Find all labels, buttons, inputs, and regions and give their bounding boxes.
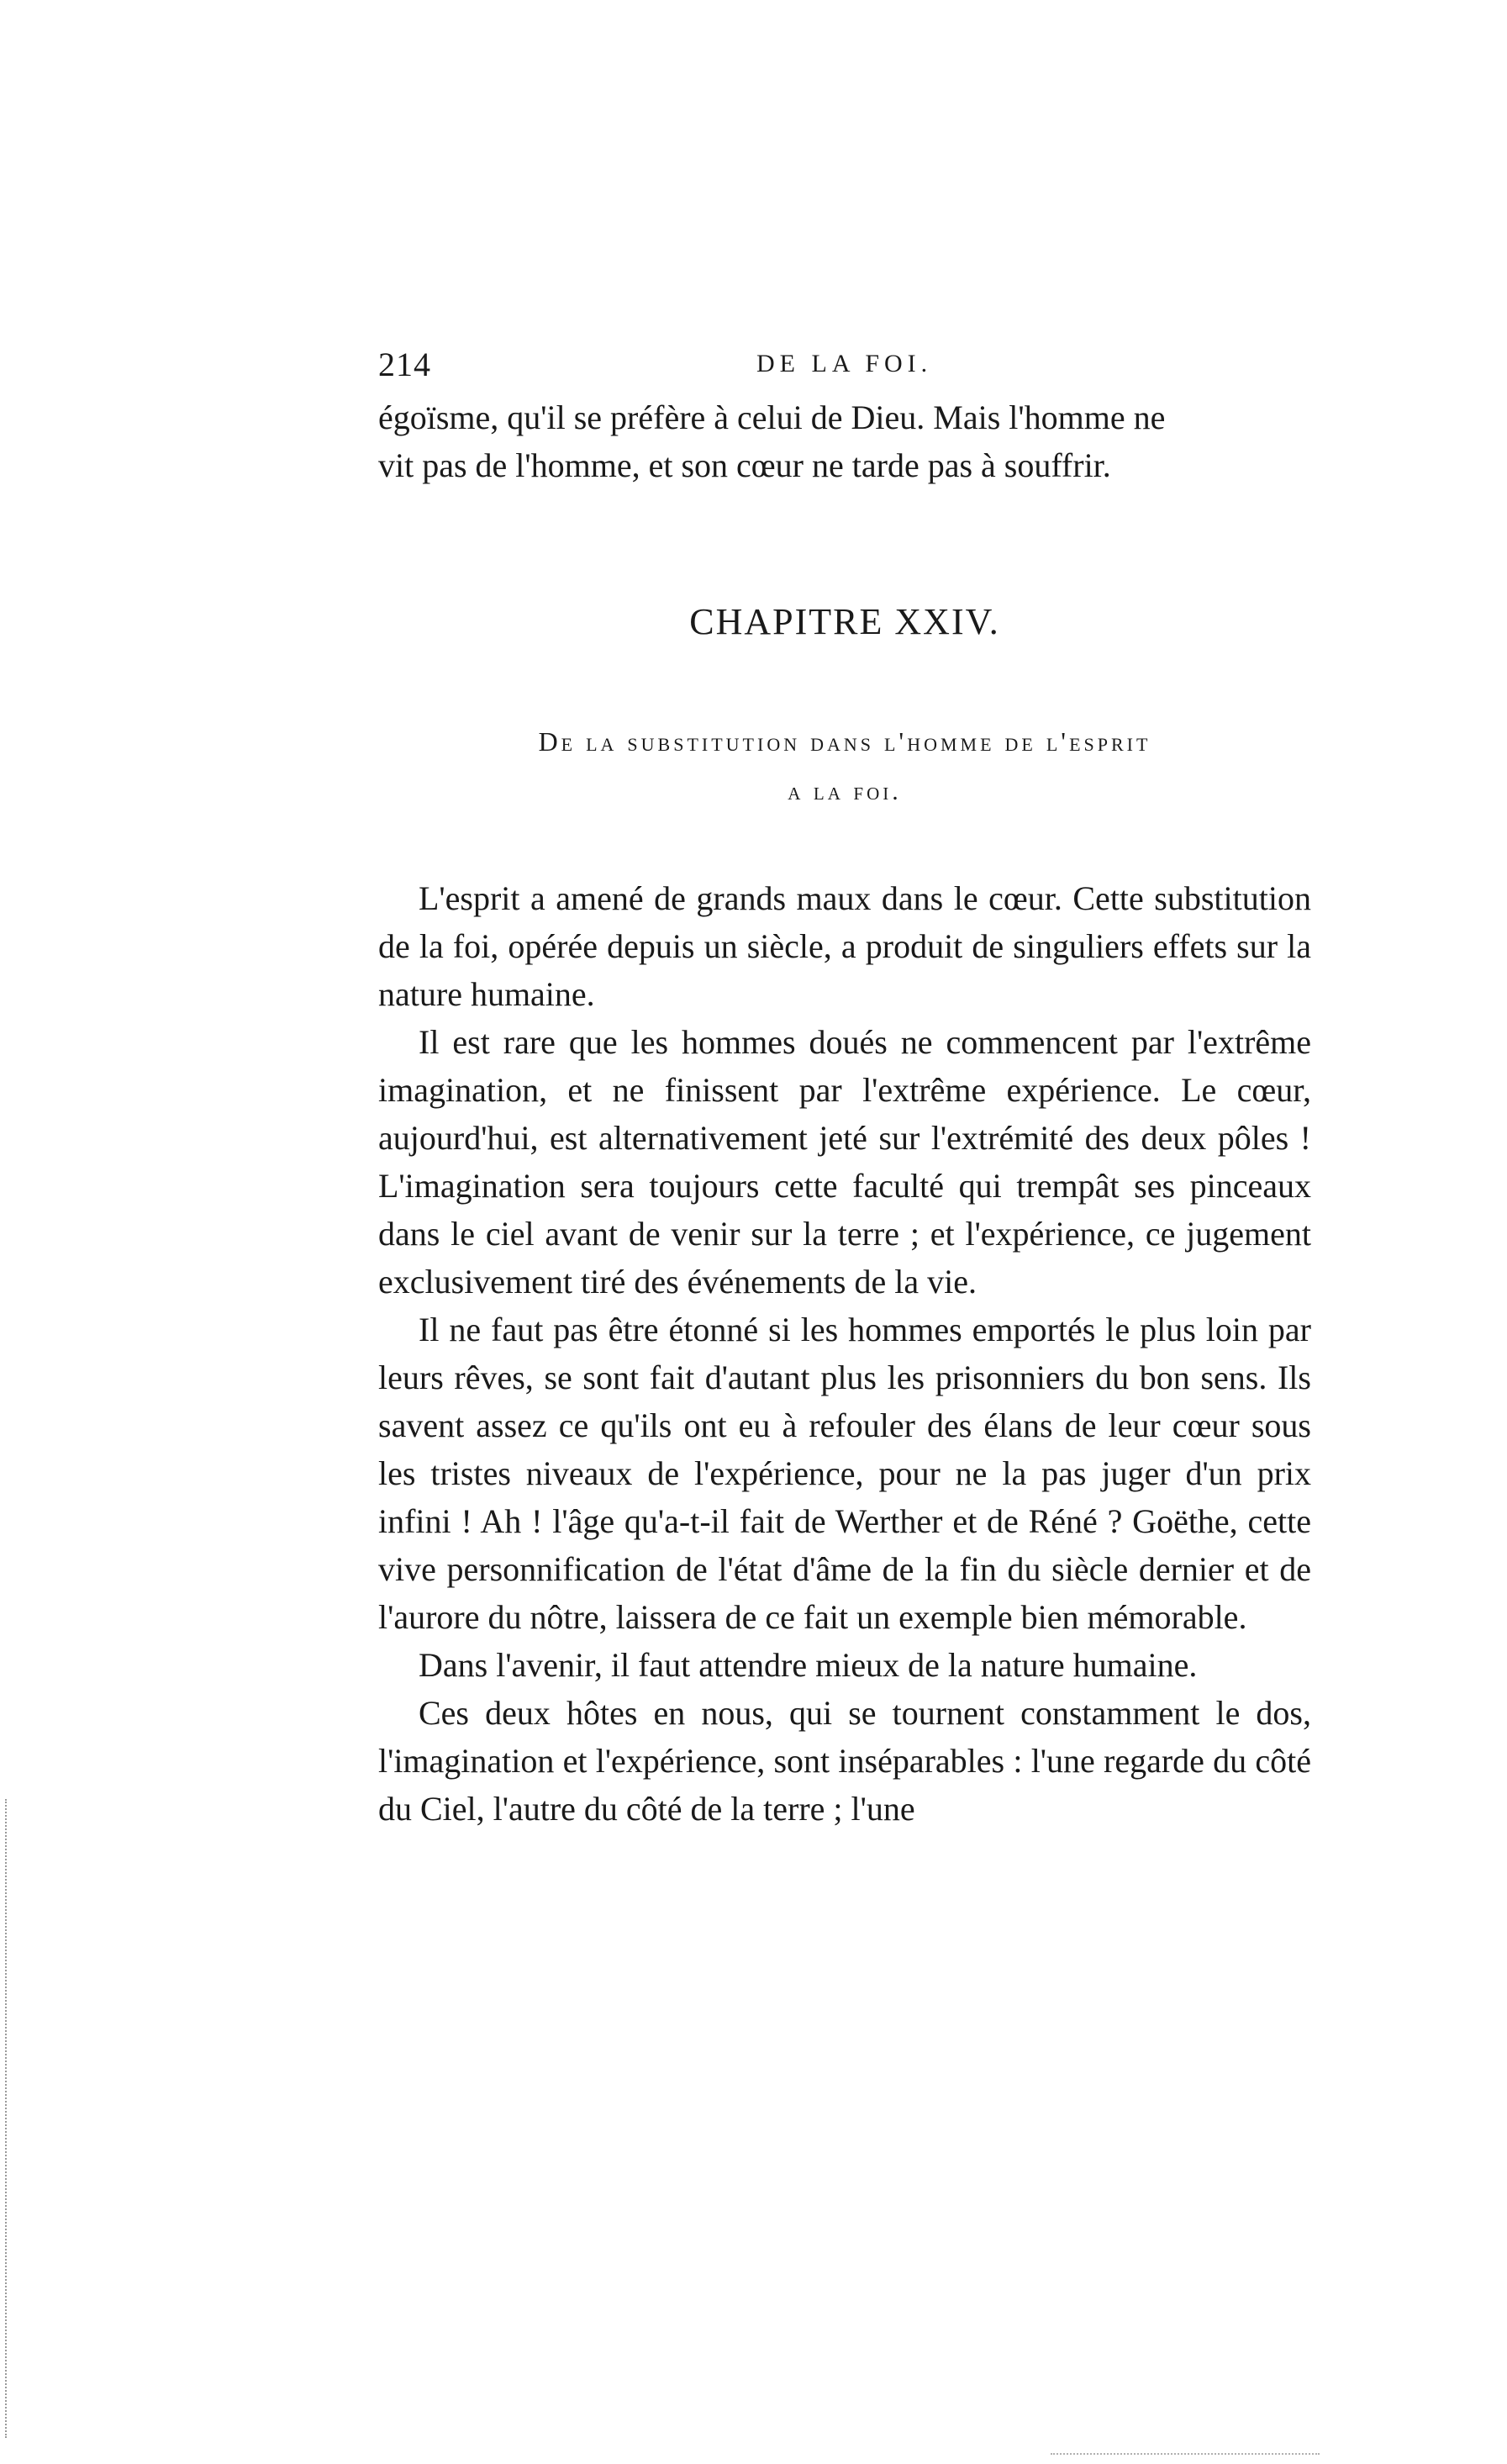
paragraph: Dans l'avenir, il faut attendre mieux de la nature humaine. xyxy=(419,1646,1198,1684)
text-line: vit pas de l'homme, et son cœur ne tarde pas à souffrir. xyxy=(378,446,1111,484)
chapter-body xyxy=(378,874,1311,1833)
chapter-subtitle-line: a la foi. xyxy=(788,778,902,805)
page-header xyxy=(378,345,1311,395)
paragraph: Il ne faut pas être étonné si les hommes emportés le plus loin par leurs rêves, se sont fait d'autant plus les prisonniers du bon sens. Ils savent assez ce qu'ils ont eu à refouler des élans de leur cœur sous les tristes niveaux de l'expérience, pour ne la pas juger d'un prix infini ! Ah ! l'âge qu'a-t-il fait de Werther et de Réné ? Goëthe, cette vive personnification de l'état d'âme de la fin du siècle dernier et de l'aurore du nôtre, laissera de ce fait un exemple bien mémorable. xyxy=(378,1311,1311,1636)
paragraph: L'esprit a amené de grands maux dans le cœur. Cette substitution de la foi, opérée depuis un siècle, a produit de singuliers effets sur la nature humaine. xyxy=(378,879,1311,1013)
text-line: égoïsme, qu'il se préfère à celui de Dieu. Mais l'homme ne xyxy=(378,398,1166,436)
page-number: 214 xyxy=(378,346,431,383)
previous-chapter-fragment xyxy=(378,393,1311,489)
chapter-subtitle-line: De la substitution dans l'homme de l'esprit xyxy=(538,726,1151,757)
scan-edge-artifact xyxy=(5,1799,10,2438)
paragraph: Il est rare que les hommes doués ne commencent par l'extrême imagination, et ne finissent par l'extrême expérience. Le cœur, aujourd'hui, est alternativement jeté sur l'extrémité des deux pôles ! L'imagination sera toujours cette faculté qui trempât ses pinceaux dans le ciel avant de venir sur la terre ; et l'expérience, ce jugement exclusivement tiré des événements de la vie. xyxy=(378,1023,1311,1301)
running-head: DE LA FOI. xyxy=(756,350,933,377)
paragraph: Ces deux hôtes en nous, qui se tournent constamment le dos, l'imagination et l'expérience, sont inséparables : l'une regarde du côté du Ciel, l'autre du côté de la terre ; l'une xyxy=(378,1694,1311,1828)
chapter-subtitle xyxy=(378,716,1311,817)
chapter-title: CHAPITRE XXIV. xyxy=(689,601,1000,642)
scan-bottom-artifact xyxy=(1051,2453,1320,2456)
